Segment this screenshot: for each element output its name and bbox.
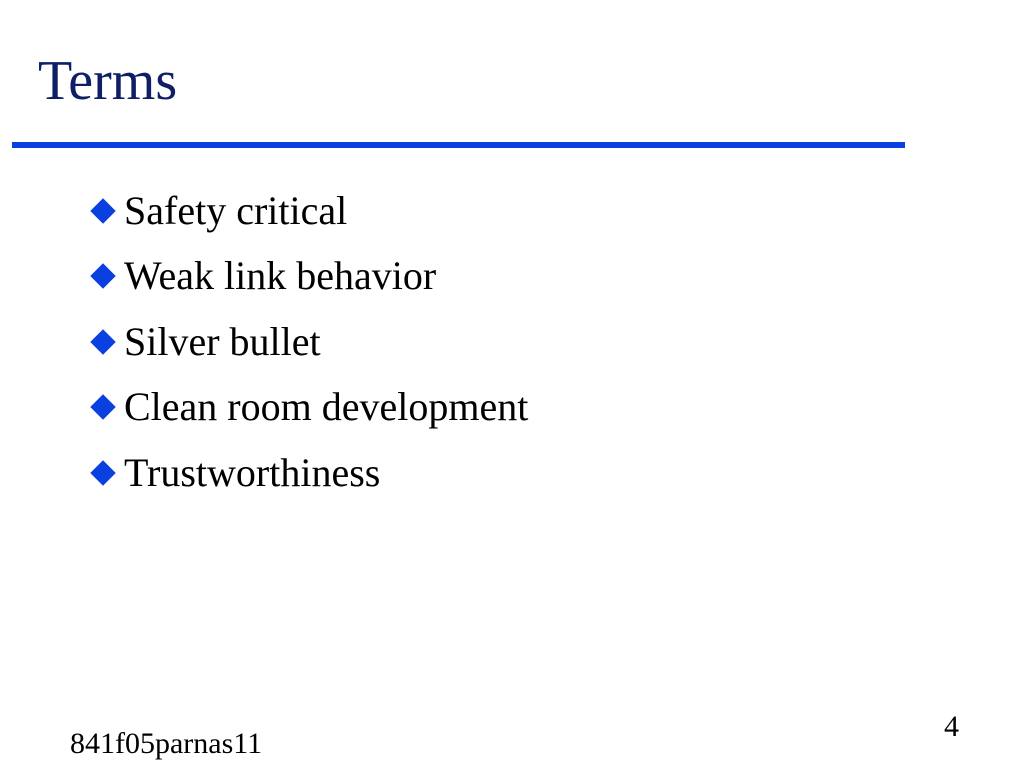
diamond-bullet-icon: [90, 264, 115, 289]
diamond-bullet-icon: [90, 198, 115, 223]
bullet-text: Trustworthiness: [124, 449, 381, 495]
bullet-text: Weak link behavior: [124, 253, 437, 299]
list-item: [90, 440, 528, 506]
list-item: [90, 309, 528, 375]
list-item: [90, 244, 528, 310]
footer-text: 841f05parnas11: [70, 727, 263, 760]
list-item: [90, 178, 528, 244]
list-item: [90, 375, 528, 441]
diamond-bullet-icon: [90, 460, 115, 485]
bullet-list: [90, 178, 528, 506]
bullet-text: Clean room development: [124, 384, 529, 430]
diamond-bullet-icon: [90, 395, 115, 420]
bullet-text: Silver bullet: [124, 318, 321, 364]
diamond-bullet-icon: [90, 329, 115, 354]
slide-title: Terms: [38, 50, 178, 112]
page-number: 4: [944, 710, 959, 743]
title-underline: [12, 142, 905, 148]
bullet-text: Safety critical: [124, 187, 348, 233]
